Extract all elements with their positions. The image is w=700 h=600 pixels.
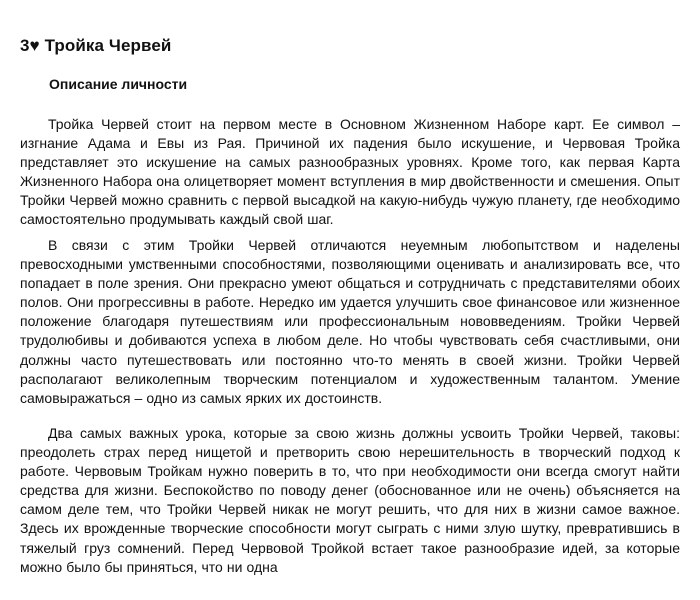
body-paragraph: В связи с этим Тройки Червей отличаются неуемным любопытством и наделены превосходными умственными способностями, позволяющими оценивать и анализировать все, что попадает в поле зрения. Они прекрасно умеют общаться и сотрудничать с представителями обоих полов. Они прогрессивны в работе. Нередко им удается улучшить свое финансовое или жизненное положение благодаря путешествиям или профессиональным нововведениям. Тройки Червей трудолюбивы и добиваются успеха в любом деле. Но чтобы чувствовать себя счастливыми, они должны часто путешествовать или постоянно что-то менять в своей жизни. Тройки Червей располагают великолепным творческим потенциалом и художественным талантом. Умение самовыражаться – одно из самых ярких их достоинств. (20, 237, 680, 406)
chapter-title: 3♥ Тройка Червей (20, 36, 172, 55)
section-title: Описание личности (49, 76, 188, 92)
body-paragraph: Тройка Червей стоит на первом месте в Основном Жизненном Наборе карт. Ее символ – изгнание Адама и Евы из Рая. Причиной их падения было искушение, и Червовая Тройка представляет это искушение на самых разнообразных уровнях. Кроме того, как первая Карта Жизненного Набора она олицетворяет момент вступления в мир двойственности и смешения. Опыт Тройки Червей можно сравнить с первой высадкой на какую-нибудь чужую планету, где необходимо самостоятельно продумывать каждый свой шаг. (20, 116, 680, 228)
body-paragraph: Два самых важных урока, которые за свою жизнь должны усвоить Тройки Червей, таковы: преодолеть страх перед нищетой и претворить свою нерешительность в творческий подход к работе. Червовым Тройкам нужно поверить в то, что при необходимости они всегда смогут найти средства для жизни. Беспокойство по поводу денег (обоснованное или не очень) объясняется на самом деле тем, что Тройки Червей никак не могут решить, что для них в жизни самое важное. Здесь их врожденные творческие способности могут сыграть с ними злую шутку, превратившись в тяжелый груз сомнений. Перед Червовой Тройкой встает такое разнообразие идей, за которые можно было бы приняться, что ни одна (20, 425, 680, 575)
